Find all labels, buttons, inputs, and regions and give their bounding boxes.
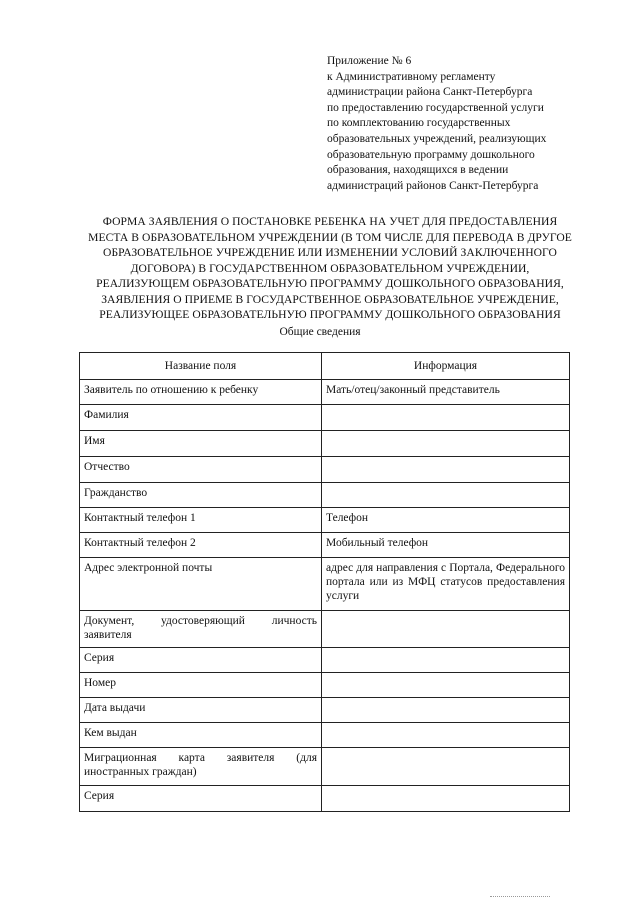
field-cell: Документ, удостоверяющий личность заявителя <box>80 611 322 648</box>
field-cell: Контактный телефон 2 <box>80 533 322 558</box>
table-row <box>80 698 570 723</box>
column-header-field: Название поля <box>80 353 322 380</box>
form-title-line: РЕАЛИЗУЮЩЕМ ОБРАЗОВАТЕЛЬНУЮ ПРОГРАММУ ДОШКОЛЬНОГО ОБРАЗОВАНИЯ, <box>96 277 564 290</box>
info-cell[interactable] <box>322 431 570 457</box>
field-cell: Дата выдачи <box>80 698 322 723</box>
field-cell: Имя <box>80 431 322 457</box>
form-title-line: РЕАЛИЗУЮЩЕЕ ОБРАЗОВАТЕЛЬНУЮ ПРОГРАММУ ДОШКОЛЬНОГО ОБРАЗОВАНИЯ <box>99 308 561 321</box>
form-title-line: ФОРМА ЗАЯВЛЕНИЯ О ПОСТАНОВКЕ РЕБЕНКА НА УЧЕТ ДЛЯ ПРЕДОСТАВЛЕНИЯ <box>102 215 558 228</box>
field-cell: Гражданство <box>80 483 322 508</box>
table-header-row <box>80 353 570 380</box>
info-cell[interactable] <box>322 648 570 673</box>
info-cell[interactable] <box>322 723 570 748</box>
info-cell: Мобильный телефон <box>322 533 570 558</box>
appendix-line: администраций районов Санкт-Петербурга <box>327 179 539 192</box>
appendix-line: администрации района Санкт-Петербурга <box>327 86 533 99</box>
field-cell: Отчество <box>80 457 322 483</box>
field-cell: Номер <box>80 673 322 698</box>
info-cell: адрес для направления с Портала, Федерального портала или из МФЦ статусов предоставления услуги <box>322 558 570 611</box>
appendix-line: образовательную программу дошкольного <box>327 148 535 161</box>
column-header-info: Информация <box>322 353 570 380</box>
table-row <box>80 748 570 786</box>
table-row <box>80 457 570 483</box>
table-row <box>80 611 570 648</box>
field-cell: Серия <box>80 648 322 673</box>
table-row <box>80 483 570 508</box>
info-cell[interactable] <box>322 611 570 648</box>
info-cell[interactable] <box>322 698 570 723</box>
table-row <box>80 533 570 558</box>
form-title-line: МЕСТА В ОБРАЗОВАТЕЛЬНОМ УЧРЕЖДЕНИИ (В ТОМ ЧИСЛЕ ДЛЯ ПЕРЕВОДА В ДРУГОЕ <box>88 230 572 244</box>
field-cell: Контактный телефон 1 <box>80 508 322 533</box>
scan-artifact <box>490 896 550 898</box>
general-info-table <box>79 352 570 812</box>
appendix-line: образовательных учреждений, реализующих <box>327 132 547 145</box>
table-row <box>80 786 570 812</box>
form-title-line: ДОГОВОРА) В ГОСУДАРСТВЕННОМ ОБРАЗОВАТЕЛЬНОМ УЧРЕЖДЕНИИ, <box>130 261 530 275</box>
table-row <box>80 723 570 748</box>
appendix-line: образования, находящихся в ведении <box>327 164 509 177</box>
info-cell[interactable] <box>322 748 570 786</box>
appendix-header <box>327 54 607 194</box>
table-row <box>80 405 570 431</box>
form-title-line: ЗАЯВЛЕНИЯ О ПРИЕМЕ В ГОСУДАРСТВЕННОЕ ОБРАЗОВАТЕЛЬНОЕ УЧРЕЖДЕНИЕ, <box>101 292 559 306</box>
table-row <box>80 648 570 673</box>
info-cell: Мать/отец/законный представитель <box>322 380 570 405</box>
field-cell: Серия <box>80 786 322 812</box>
info-cell: Телефон <box>322 508 570 533</box>
table-row <box>80 673 570 698</box>
info-cell[interactable] <box>322 483 570 508</box>
section-title: Общие сведения <box>279 326 361 338</box>
table-row <box>80 508 570 533</box>
appendix-line: по предоставлению государственной услуги <box>327 101 544 114</box>
table-row <box>80 380 570 405</box>
appendix-line: Приложение № 6 <box>327 55 412 67</box>
info-cell[interactable] <box>322 786 570 812</box>
info-cell[interactable] <box>322 457 570 483</box>
info-cell[interactable] <box>322 673 570 698</box>
field-cell: Фамилия <box>80 405 322 431</box>
form-title <box>60 214 600 323</box>
field-cell: Заявитель по отношению к ребенку <box>80 380 322 405</box>
field-cell: Миграционная карта заявителя (для иностранных граждан) <box>80 748 322 786</box>
field-cell: Кем выдан <box>80 723 322 748</box>
field-cell: Адрес электронной почты <box>80 558 322 611</box>
form-title-line: ОБРАЗОВАТЕЛЬНОЕ УЧРЕЖДЕНИЕ ИЛИ ИЗМЕНЕНИИ УСЛОВИЙ ЗАКЛЮЧЕННОГО <box>103 246 557 259</box>
info-cell[interactable] <box>322 405 570 431</box>
table-row <box>80 431 570 457</box>
appendix-line: по комплектованию государственных <box>327 117 511 130</box>
table-row <box>80 558 570 611</box>
appendix-line: к Административному регламенту <box>327 70 496 83</box>
